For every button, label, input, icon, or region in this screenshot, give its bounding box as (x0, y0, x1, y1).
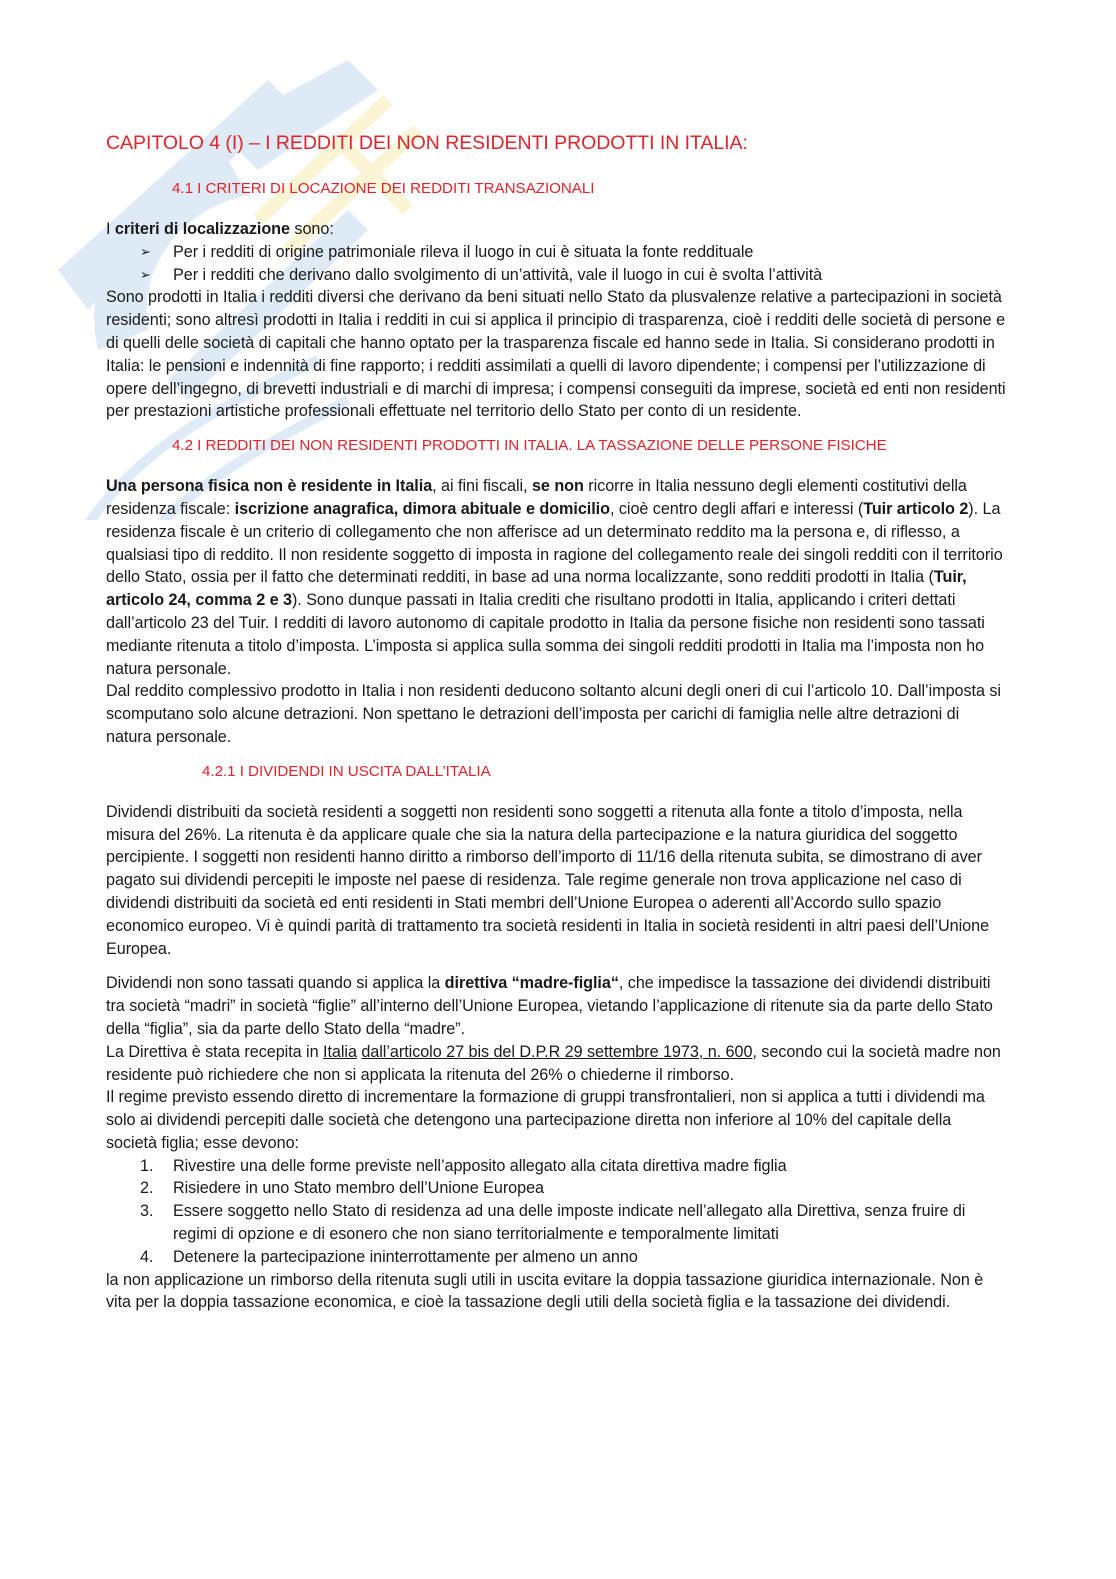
requirements-list (106, 1155, 1006, 1269)
list-item: 3. Essere soggetto nello Stato di residenza ad una delle imposte indicate nell’allegato alla Direttiva, senza fruire di regimi di opzione e di esonero che non siano territorialmente e temporalmente limitati (140, 1202, 966, 1244)
section-4-2-heading: 4.2 I REDDITI DEI NON RESIDENTI PRODOTTI IN ITALIA. LA TASSAZIONE DELLE PERSONE FISICHE (172, 437, 887, 455)
criteria-intro: I criteri di localizzazione sono: (106, 220, 334, 238)
section-4-2-1-paragraph-4: Il regime previsto essendo diretto di incrementare la formazione di gruppi transfrontalieri, non si applica a tutti i dividendi ma solo ai dividendi percepiti dalle società che detengono una partecipazione diretta non inferiore al 10% del capitale della società figlia; esse devono: (106, 1088, 985, 1152)
arrow-bullet-icon: ➢ (140, 243, 151, 259)
section-4-2-1-paragraph-1: Dividendi distribuiti da società residenti a soggetti non residenti sono soggetti a ritenuta alla fonte a titolo d’imposta, nella misura del 26%. La ritenuta è da applicare quale che sia la natura della partecipazione e la natura giuridica del soggetto percipiente. I soggetti non residenti hanno diritto a rimborso dell’importo di 11/16 della ritenuta subita, se dimostrano di aver pagato sui dividendi percepiti le imposte nel paese di residenza. Tale regime generale non trova applicazione nel caso di dividendi distribuiti da società ed enti residenti in Stati membri dell’Unione Europea o aderenti all’Accordo sullo spazio economico europeo. Vi è quindi parità di trattamento tra società residenti in Italia in società residenti in altri paesi dell’Unione Europea. (106, 802, 990, 958)
section-4-1-paragraph: Sono prodotti in Italia i redditi diversi che derivano da beni situati nello Stato da plusvalenze relative a partecipazioni in società residenti; sono altresì prodotti in Italia i redditi in cui si applica il principio di trasparenza, cioè i redditi delle società di persone e di quelli delle società di capitali che hanno optato per la trasparenza fiscale ed hanno sede in Italia. Si considerano prodotti in Italia: le pensioni e indennità di fine rapporto; i redditi assimilati a quelli di lavoro dipendente; i compensi per l’utilizzazione di opere dell’ingegno, di brevetti industriali e di marchi di impresa; i compensi conseguiti da imprese, società ed enti non residenti per prestazioni artistiche professionali effettuate nel territorio dello Stato per conto di un residente. (106, 288, 1006, 421)
section-4-2-paragraph-1: Una persona fisica non è residente in Italia, ai fini fiscali, se non ricorre in Italia nessuno degli elementi costitutivi della residenza fiscale: iscrizione anagrafica, dimora abituale e domicilio, cioè centro degli affari e interessi (Tuir articolo 2). La residenza fiscale è un criterio di collegamento che non afferisce ad un determinato reddito ma la persona e, di riflesso, a qualsiasi tipo di reddito. Il non residente soggetto di imposta in ragione del collegamento reale dei singoli redditi con il territorio dello Stato, ossia per il fatto che determinati redditi, in base ad una norma localizzante, sono redditi prodotti in Italia (Tuir, articolo 24, comma 2 e 3). Sono dunque passati in Italia crediti che risultano prodotti in Italia, applicando i criteri dettati dall’articolo 23 del Tuir. I redditi di lavoro autonomo di capitale prodotto in Italia da persone fisiche non residenti sono tassati mediante ritenuta a titolo d’imposta. L’imposta si applica sulla somma dei singoli redditi prodotti in Italia ma l’imposta non ho natura personale. (106, 477, 1003, 678)
document-page (106, 130, 1006, 1314)
list-item: ➢ Per i redditi che derivano dallo svolgimento di un’attività, vale il luogo in cui è svolta l’attività (106, 264, 1006, 287)
list-item: ➢ Per i redditi di origine patrimoniale rileva il luogo in cui è situata la fonte reddituale (106, 241, 1006, 264)
list-item: 1. Rivestire una delle forme previste nell’apposito allegato alla citata direttiva madre figlia (140, 1156, 787, 1175)
section-4-2-1-heading: 4.2.1 I DIVIDENDI IN USCITA DALL’ITALIA (202, 762, 491, 780)
list-item: 4. Detenere la partecipazione ininterrottamente per almeno un anno (140, 1247, 638, 1266)
section-4-2-1-paragraph-2: Dividendi non sono tassati quando si applica la direttiva “madre-figlia“, che impedisce la tassazione dei dividendi distribuiti tra società “madri” in società “figlie” all’interno dell’Unione Europea, vietando l’applicazione di ritenute sia da parte dello Stato della “figlia”, sia da parte dello Stato della “madre”. (106, 974, 993, 1038)
chapter-title: CAPITOLO 4 (I) – I REDDITI DEI NON RESIDENTI PRODOTTI IN ITALIA: (106, 132, 748, 154)
section-4-2-1-paragraph-3: La Direttiva è stata recepita in Italia dall’articolo 27 bis del D.P.R 29 settembre 1973, n. 600, secondo cui la società madre non residente può richiedere che non si applicata la ritenuta del 26% o chiederne il rimborso. (106, 1042, 1001, 1084)
section-4-2-1-paragraph-5: la non applicazione un rimborso della ritenuta sugli utili in uscita evitare la doppia tassazione giuridica internazionale. Non è vita per la doppia tassazione economica, e cioè la tassazione degli utili della società figlia e la tassazione dei dividendi. (106, 1270, 984, 1312)
section-4-2-paragraph-2: Dal reddito complessivo prodotto in Italia i non residenti deducono soltanto alcuni degli oneri di cui l’articolo 10. Dall’imposta si scomputano solo alcune detrazioni. Non spettano le detrazioni dell’imposta per carichi di famiglia nelle altre detrazioni di natura personale. (106, 682, 1001, 746)
criteria-list (106, 241, 1006, 287)
list-item: 2. Risiedere in uno Stato membro dell’Unione Europea (140, 1179, 544, 1198)
arrow-bullet-icon: ➢ (140, 266, 151, 282)
section-4-1-heading: 4.1 I CRITERI DI LOCAZIONE DEI REDDITI TRANSAZIONALI (172, 180, 595, 197)
